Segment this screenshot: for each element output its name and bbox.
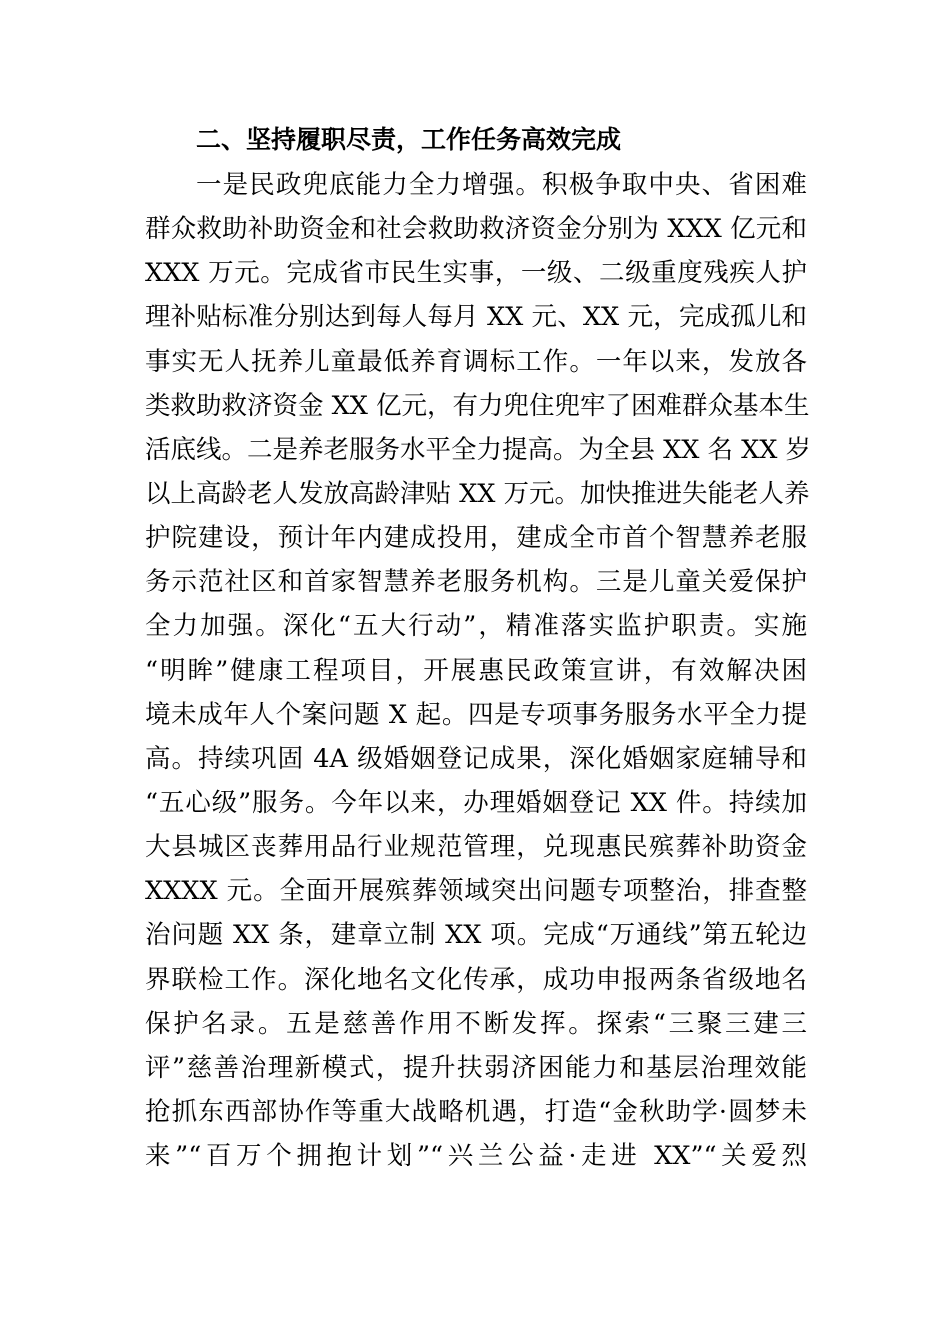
paragraph-line: 以上高龄老人发放高龄津贴 XX 万元。加快推进失能老人养 — [145, 478, 810, 509]
paragraph-line: 群众救助补助资金和社会救助救济资金分别为 XXX 亿元和 — [145, 214, 807, 245]
paragraph-line: 大县城区丧葬用品行业规范管理，兑现惠民殡葬补助资金 — [145, 832, 807, 863]
paragraph-line: 活底线。二是养老服务水平全力提高。为全县 XX 名 XX 岁 — [145, 434, 812, 465]
paragraph-line: “五心级”服务。今年以来，办理婚姻登记 XX 件。持续加 — [145, 787, 807, 818]
paragraph-line: 类救助救济资金 XX 亿元，有力兜住兜牢了困难群众基本生 — [145, 390, 810, 421]
paragraph-line: 抢抓东西部协作等重大战略机遇，打造“金秋助学·圆梦未 — [145, 1096, 807, 1127]
section-heading: 二、坚持履职尽责，工作任务高效完成 — [196, 125, 622, 154]
paragraph-line: 全力加强。深化“五大行动”，精准落实监护职责。实施 — [145, 611, 807, 642]
paragraph-line: 治问题 XX 条，建章立制 XX 项。完成“万通线”第五轮边 — [145, 920, 807, 951]
paragraph-line: 保护名录。五是慈善作用不断发挥。探索“三聚三建三 — [145, 1008, 807, 1039]
paragraph-line: “明眸”健康工程项目，开展惠民政策宣讲，有效解决困 — [145, 655, 807, 686]
paragraph-line: 护院建设，预计年内建成投用，建成全市首个智慧养老服 — [145, 523, 807, 554]
paragraph-line: XXXX 元。全面开展殡葬领域突出问题专项整治，排查整 — [145, 876, 807, 907]
paragraph-line: 境未成年人个案问题 X 起。四是专项事务服务水平全力提 — [145, 699, 807, 730]
paragraph-line: 理补贴标准分别达到每人每月 XX 元、XX 元，完成孤儿和 — [145, 302, 807, 333]
paragraph-line: 界联检工作。深化地名文化传承，成功申报两条省级地名 — [145, 964, 807, 995]
paragraph-line: 高。持续巩固 4A 级婚姻登记成果，深化婚姻家庭辅导和 — [145, 743, 807, 774]
body-paragraph — [145, 163, 812, 1178]
paragraph-line: 评”慈善治理新模式，提升扶弱济困能力和基层治理效能 — [145, 1052, 807, 1083]
paragraph-line: XXX 万元。完成省市民生实事，一级、二级重度残疾人护 — [145, 258, 807, 289]
paragraph-line: 务示范社区和首家智慧养老服务机构。三是儿童关爱保护 — [145, 567, 807, 598]
paragraph-line: 事实无人抚养儿童最低养育调标工作。一年以来，发放各 — [145, 346, 807, 377]
paragraph-line: 来”“百万个拥抱计划”“兴兰公益·走进 XX”“关爱烈 — [145, 1141, 807, 1172]
paragraph-line: 一是民政兜底能力全力增强。积极争取中央、省困难 — [196, 170, 807, 200]
